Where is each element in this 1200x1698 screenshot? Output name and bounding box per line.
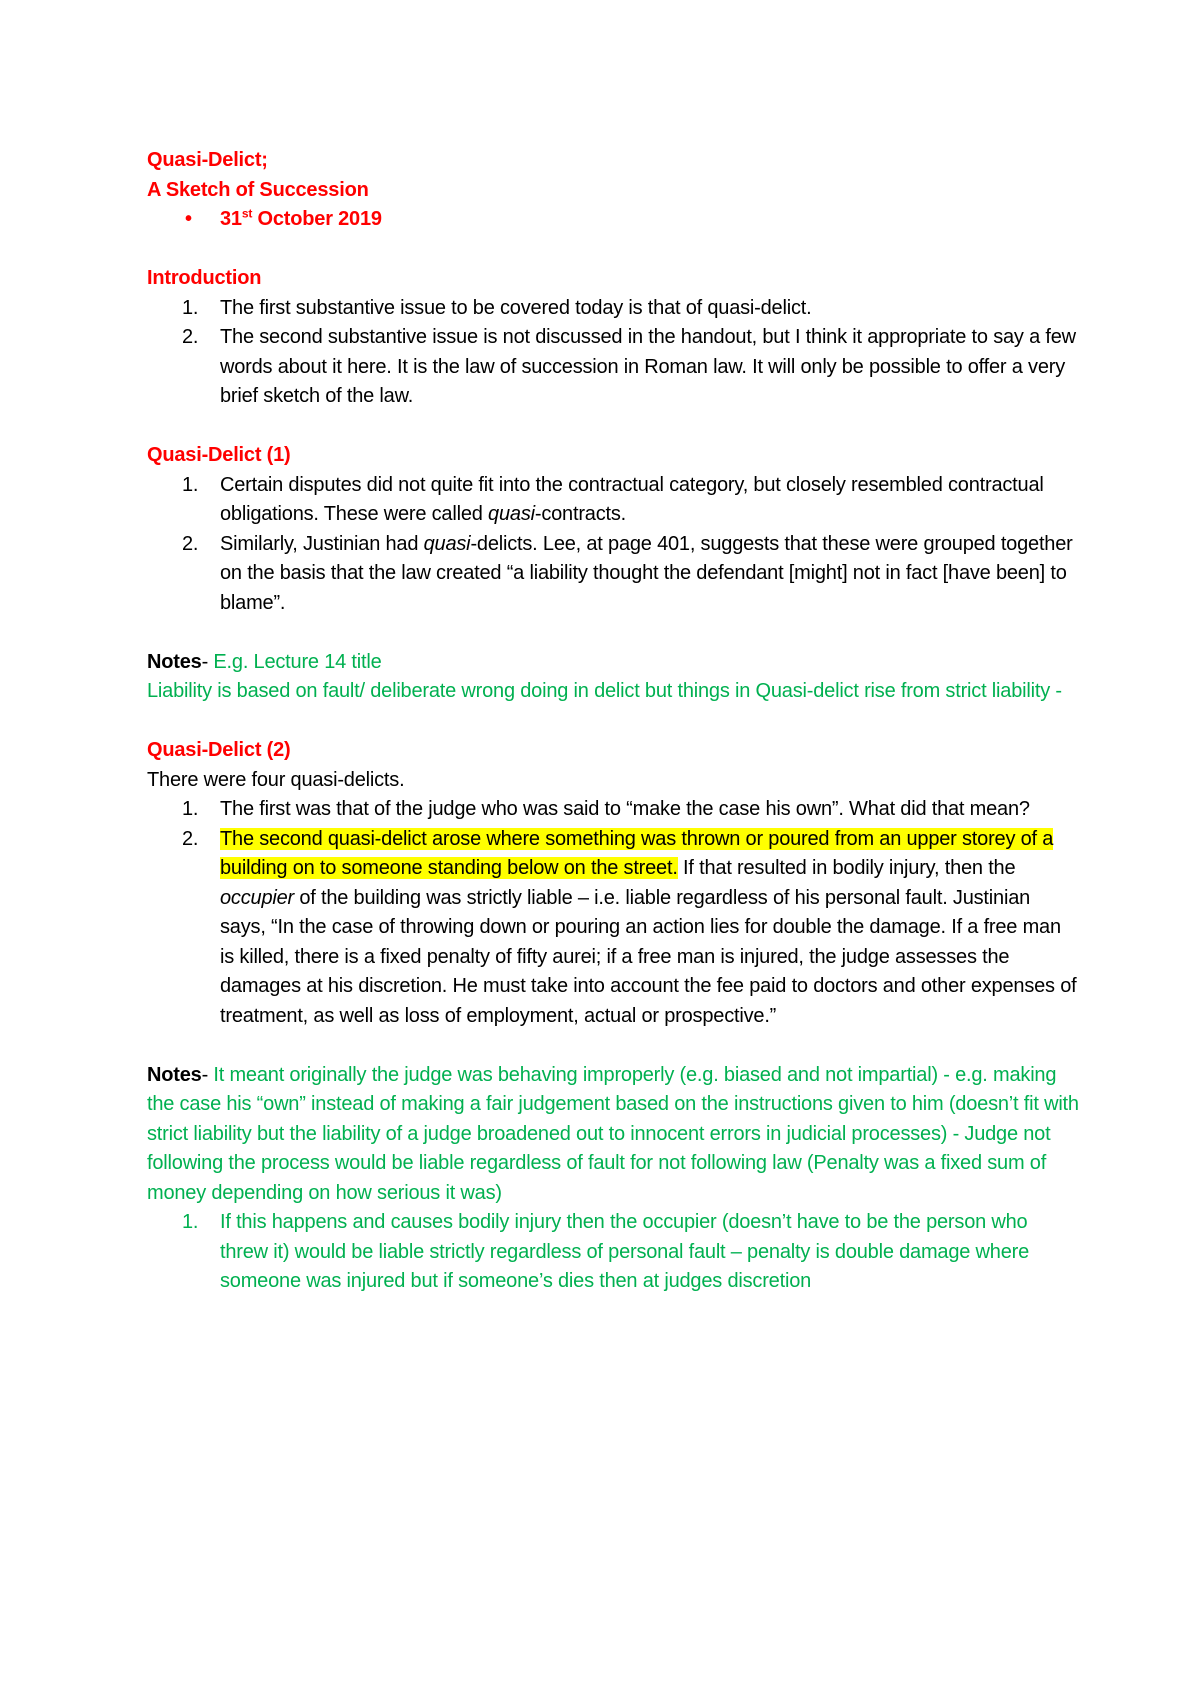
- title-line-1: Quasi-Delict;: [147, 149, 268, 171]
- list-text: Similarly, Justinian had: [220, 532, 424, 555]
- title-line-2: A Sketch of Succession: [147, 178, 369, 201]
- list-text: Certain disputes did not quite fit into the contractual category, but closely resembled contractual obligations. These were called: [220, 473, 1044, 525]
- section2-heading: Quasi-Delict (2): [147, 739, 291, 761]
- date-line: [147, 205, 1080, 235]
- list-item: [147, 1208, 1080, 1297]
- notes2-list: [147, 1208, 1080, 1297]
- date-day: 31: [220, 208, 242, 230]
- list-number: 1.: [182, 1211, 199, 1233]
- list-number: 1.: [182, 473, 199, 496]
- list-number: 1.: [182, 296, 199, 319]
- introduction-list: [147, 294, 1080, 412]
- list-item: [147, 825, 1080, 1032]
- list-number: 2.: [182, 532, 199, 555]
- list-item: [147, 530, 1080, 619]
- list-text: of the building was strictly liable – i.e. liable regardless of his personal fault. Justinian says, “In the case of throwing down or pouring an action lies for double the damage. If a free man is killed, there is a fixed penalty of fifty aurei; if a free man is injured, the judge assesses the damages at his discretion. He must take into account the fee paid to doctors and other expenses of treatment, as well as loss of employment, actual or prospective.”: [220, 886, 1077, 1027]
- list-text-italic: quasi: [423, 532, 471, 555]
- notes-label: Notes: [147, 1063, 202, 1086]
- highlighted-text: The second quasi-delict arose where something was thrown or poured from an upper storey of a building on to someone standing below on the street.: [220, 827, 1054, 879]
- notes1-line2: Liability is based on fault/ deliberate wrong doing in delict but things in Quasi-delict rise from strict liability -: [147, 680, 1062, 702]
- list-number: 2.: [182, 326, 199, 348]
- notes2-text: It meant originally the judge was behaving improperly (e.g. biased and not impartial) - e.g. making the case his “own” instead of making a fair judgement based on the instructions given to him (doesn’t fit with strict liability but the liability of a judge broadened out to innocent errors in judicial processes) - Judge not following the process would be liable regardless of fault for not following law (Penalty was a fixed sum of money depending on how serious it was): [147, 1063, 1079, 1204]
- list-text: -delicts. Lee, at page 401, suggests that these were grouped together on the basis that the law created “a liability thought the defendant [might] not in fact [have been] to blame”.: [220, 532, 1073, 614]
- section1-list: [147, 471, 1080, 619]
- notes-dash: -: [201, 650, 214, 673]
- notes1-line1: [147, 648, 1080, 678]
- list-text: The first substantive issue to be covered today is that of quasi-delict.: [220, 296, 812, 319]
- introduction-heading: Introduction: [147, 267, 262, 289]
- list-text: The first was that of the judge who was said to “make the case his own”. What did that mean?: [220, 798, 1030, 820]
- list-text-italic: quasi: [488, 503, 535, 525]
- list-item: [147, 323, 1080, 412]
- notes1-text: E.g. Lecture 14 title: [213, 650, 382, 673]
- list-text: If that resulted in bodily injury, then the: [677, 857, 1016, 879]
- bullet-icon: •: [185, 208, 192, 230]
- list-item: [147, 795, 1080, 825]
- list-text-italic: occupier: [220, 886, 294, 909]
- date-suffix: st: [241, 206, 253, 221]
- list-text: -contracts.: [534, 503, 627, 525]
- list-number: 1.: [182, 798, 199, 820]
- list-item: [147, 471, 1080, 530]
- notes-dash: -: [201, 1063, 214, 1086]
- section2-list: [147, 795, 1080, 1031]
- list-text: The second substantive issue is not discussed in the handout, but I think it appropriate to say a few words about it here. It is the law of succession in Roman law. It will only be possible to offer a very brief sketch of the law.: [220, 326, 1076, 407]
- section1-heading: Quasi-Delict (1): [147, 444, 291, 466]
- date-rest: October 2019: [252, 208, 382, 230]
- list-item: [147, 294, 1080, 324]
- list-number: 2.: [182, 827, 199, 850]
- section2-intro: There were four quasi-delicts.: [147, 768, 405, 791]
- list-text: If this happens and causes bodily injury then the occupier (doesn’t have to be the person who threw it) would be liable strictly regardless of personal fault – penalty is double damage where someone was injured but if someone’s dies then at judges discretion: [220, 1211, 1030, 1292]
- notes-label: Notes: [147, 650, 202, 673]
- notes2-paragraph: [147, 1061, 1080, 1209]
